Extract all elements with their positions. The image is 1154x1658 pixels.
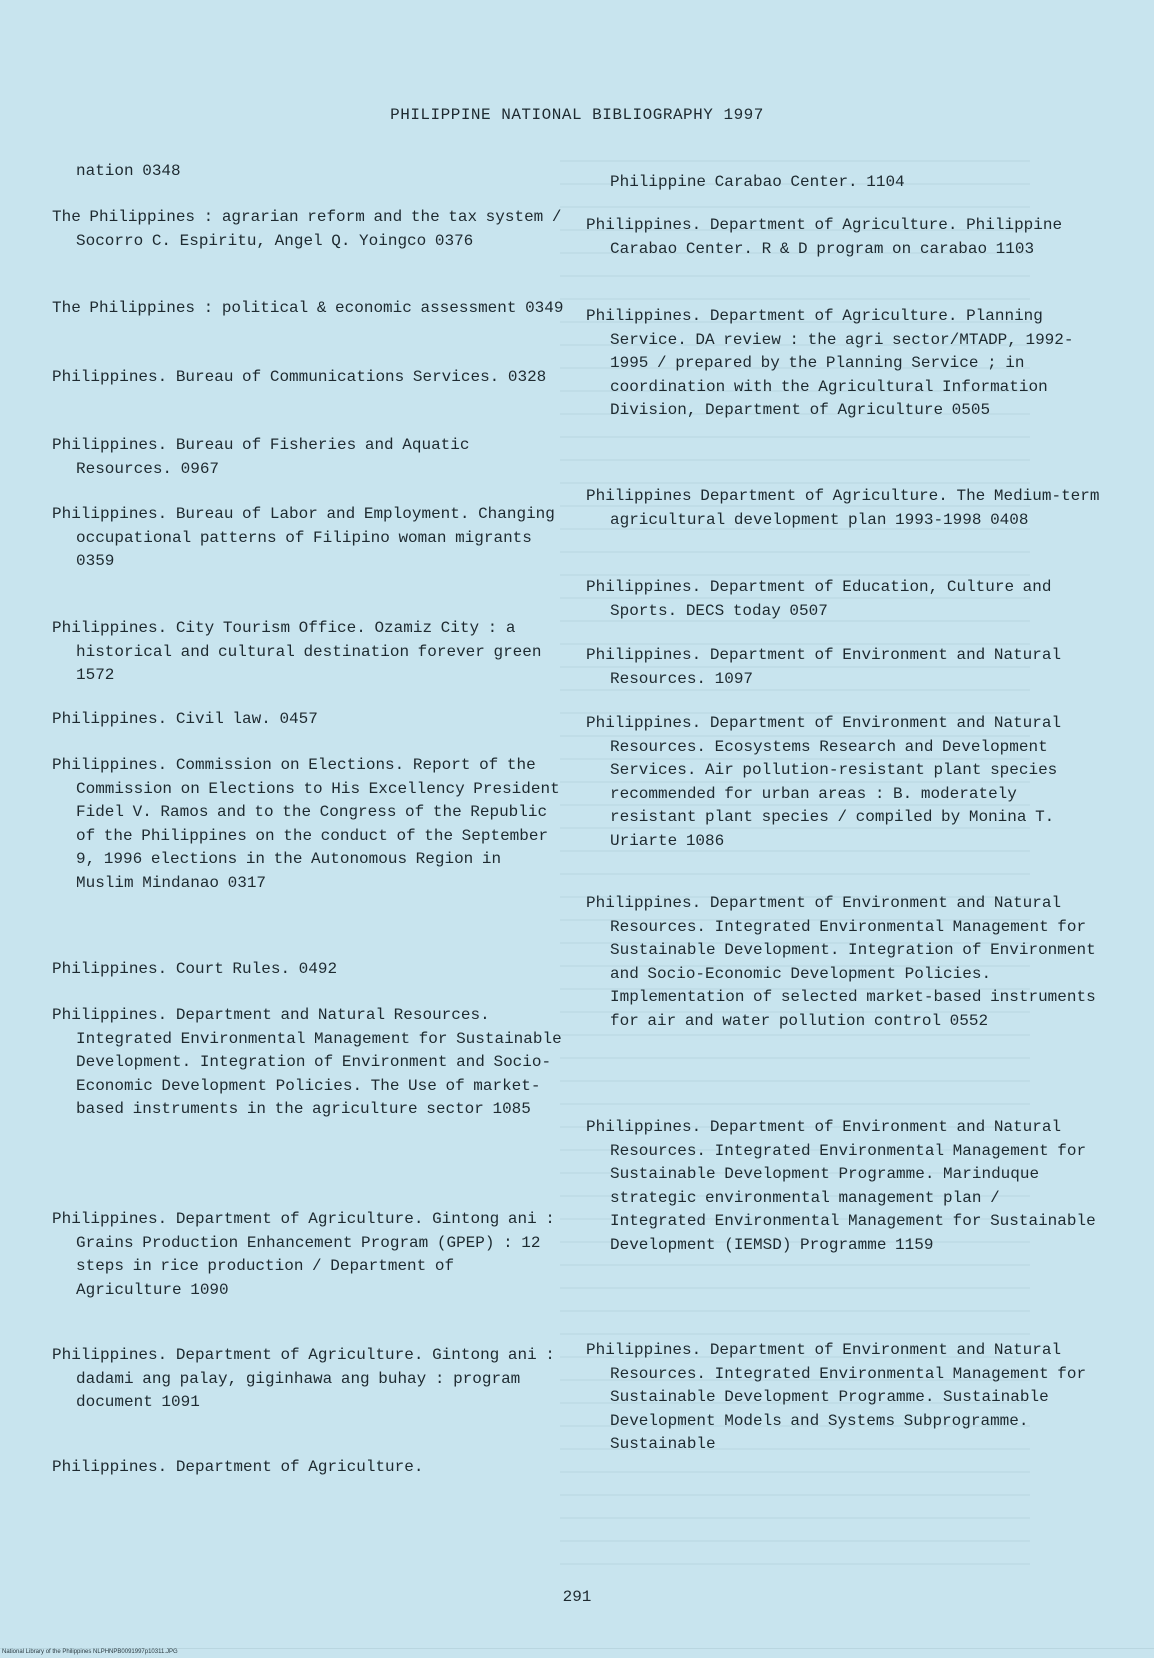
bibliography-entry: nation 0348 [76, 162, 181, 180]
bibliography-entry: Philippines. Department of Environment and Natural Resources. 1097 [586, 646, 1062, 688]
bibliography-entry: The Philippines : political & economic assessment 0349 [52, 299, 564, 317]
bibliography-entry: Philippines. Department of Environment and Natural Resources. Integrated Environmental Management for Sustainable Development. Integration of Environment and Socio-Economic Development Policies. Implementation of selected market-based instruments for air and water pollution control 0552 [586, 894, 1096, 1030]
bibliography-entry: Philippines. Department of Agriculture. Philippine Carabao Center. R & D program on carabao 1103 [586, 216, 1063, 258]
page-title: PHILIPPINE NATIONAL BIBLIOGRAPHY 1997 [390, 106, 764, 124]
bibliography-entry: Philippines. Bureau of Labor and Employment. Changing occupational patterns of Filipino woman migrants 0359 [52, 505, 555, 570]
bibliography-entry: Philippine Carabao Center. 1104 [610, 173, 905, 191]
bibliography-entry: Philippines. Civil law. 0457 [52, 710, 318, 728]
bibliography-entry: Philippines. Department of Environment and Natural Resources. Ecosystems Research and Development Services. Air pollution-resistant plant species recommended for urban areas : B. moderately resistant plant species / compiled by Monina T. Uriarte 1086 [586, 714, 1062, 850]
bibliography-entry: Philippines. Department and Natural Resources. Integrated Environmental Management for Sustainable Development. Integration of Environment and Socio-Economic Development Policies. The Use of market-based instruments in the agriculture sector 1085 [52, 1006, 562, 1118]
bibliography-entry: Philippines. Department of Agriculture. [52, 1458, 424, 1476]
bibliography-entry: Philippines. Department of Agriculture. Gintong ani : dadami ang palay, giginhawa ang buhay : program document 1091 [52, 1346, 555, 1411]
bibliography-entry: Philippines. Department of Education, Culture and Sports. DECS today 0507 [586, 578, 1052, 620]
bibliography-entry: Philippines. City Tourism Office. Ozamiz City : a historical and cultural destination forever green 1572 [52, 619, 542, 684]
page-number: 291 [562, 1588, 592, 1606]
scan-footer: National Library of the Philippines NLPHNPB0091997p10311.JPG [0, 1648, 1154, 1655]
bibliography-entry: Philippines. Department of Agriculture. Gintong ani : Grains Production Enhancement Program (GPEP) : 12 steps in rice production / Department of Agriculture 1090 [52, 1210, 555, 1299]
bibliography-entry: Philippines. Department of Agriculture. Planning Service. DA review : the agri sector/MTADP, 1992-1995 / prepared by the Planning Service ; in coordination with the Agricultural Information Division, Department of Agriculture 0505 [586, 307, 1074, 419]
bibliography-entry: Philippines. Bureau of Fisheries and Aquatic Resources. 0967 [52, 436, 470, 478]
bibliography-entry: Philippines Department of Agriculture. The Medium-term agricultural development plan 1993-1998 0408 [586, 487, 1100, 529]
bibliography-entry: The Philippines : agrarian reform and the tax system / Socorro C. Espiritu, Angel Q. Yoingco 0376 [52, 208, 562, 250]
bibliography-entry: Philippines. Department of Environment and Natural Resources. Integrated Environmental Management for Sustainable Development Programme. Sustainable Development Models and Systems Subprogramme. Sustainable [586, 1341, 1087, 1453]
bibliography-entry: Philippines. Commission on Elections. Report of the Commission on Elections to His Excellency President Fidel V. Ramos and to the Congress of the Republic of the Philippines on the conduct of the September 9, 1996 elections in the Autonomous Region in Muslim Mindanao 0317 [52, 756, 560, 892]
bibliography-entry: Philippines. Department of Environment and Natural Resources. Integrated Environmental Management for Sustainable Development Programme. Marinduque strategic environmental management plan / Integrated Environmental Management for Sustainable Development (IEMSD) Programme 1159 [586, 1118, 1096, 1254]
bibliography-entry: Philippines. Court Rules. 0492 [52, 960, 338, 978]
bibliography-entry: Philippines. Bureau of Communications Services. 0328 [52, 368, 547, 386]
